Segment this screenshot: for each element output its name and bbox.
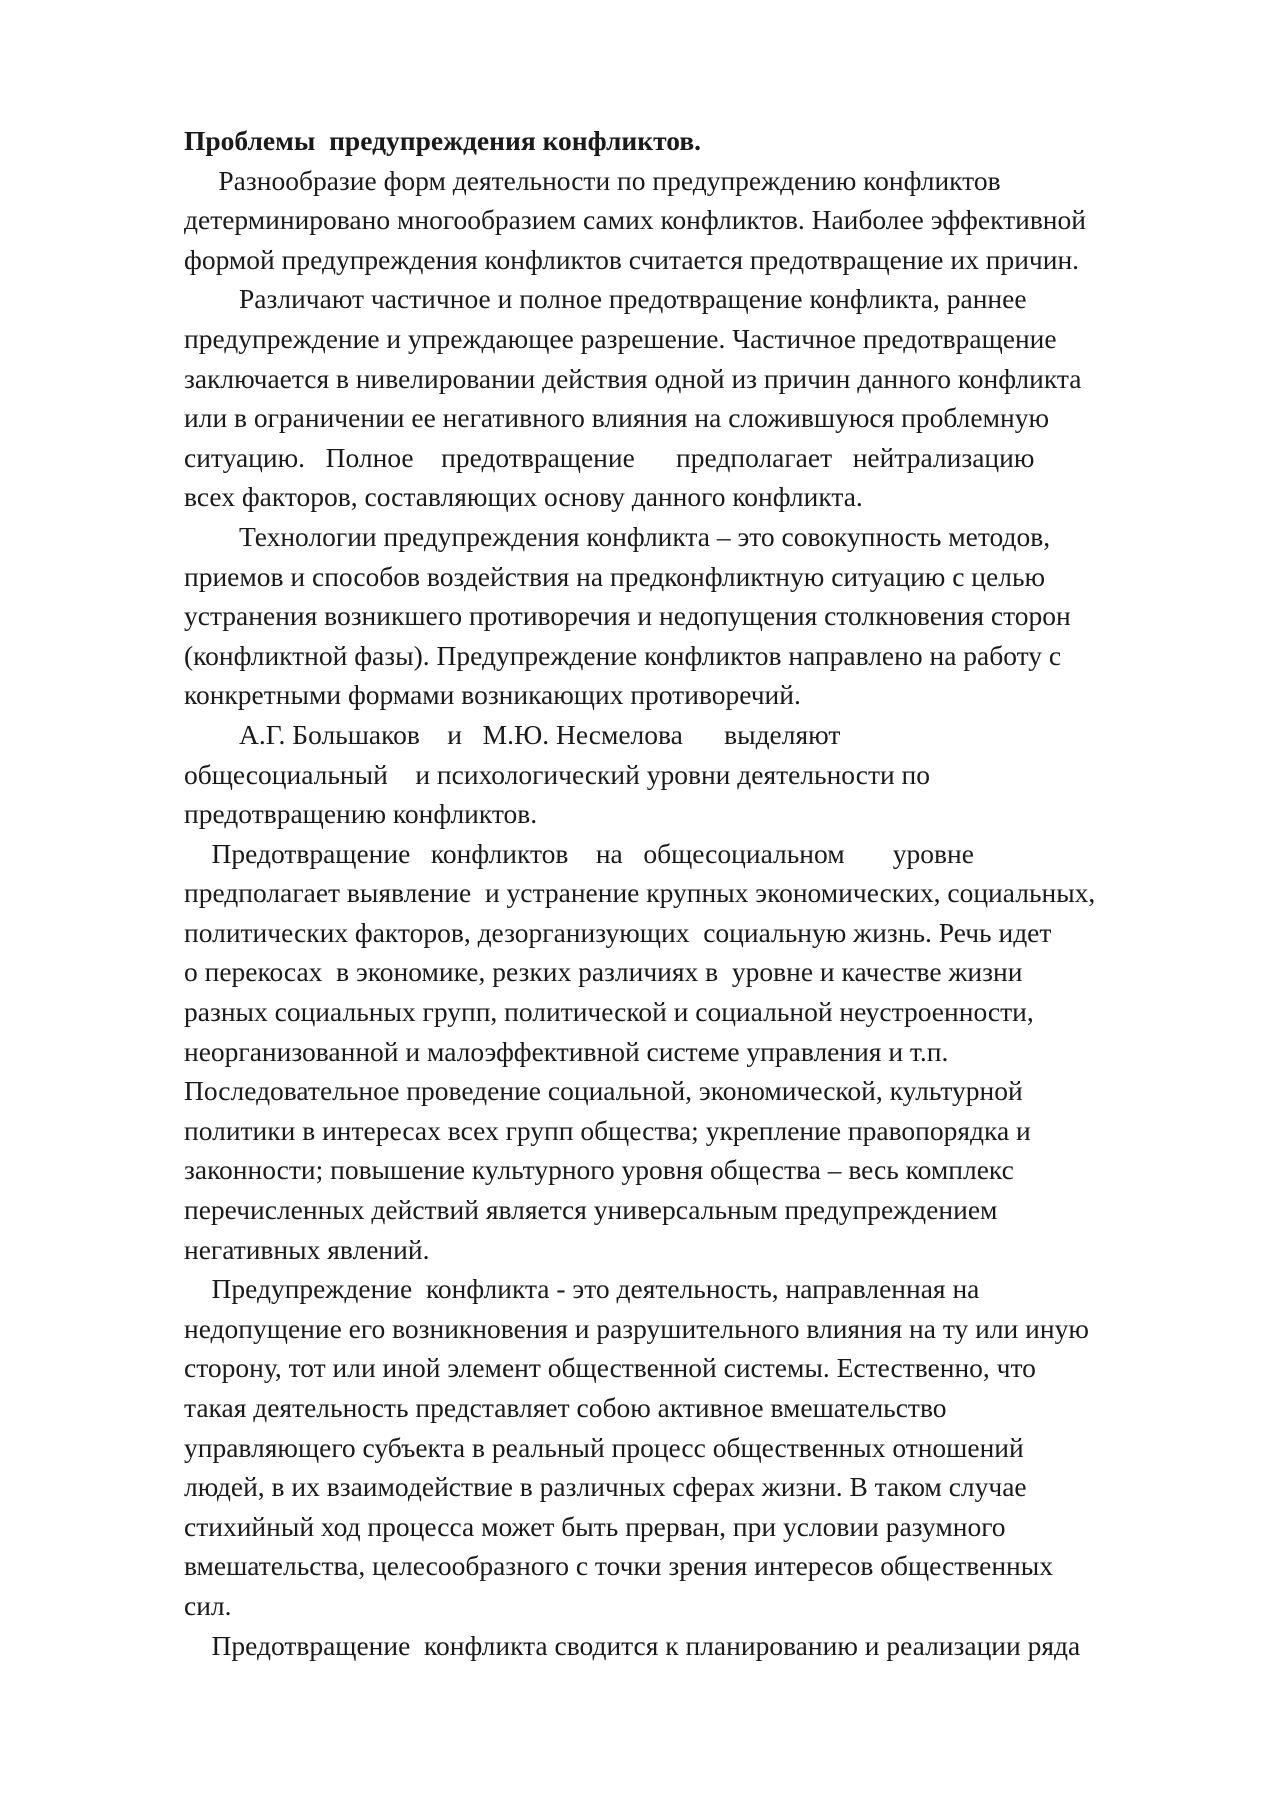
text-line: сторону, тот или иной элемент общественной системы. Естественно, что xyxy=(184,1352,1036,1384)
text-line: такая деятельность представляет собою активное вмешательство xyxy=(184,1392,947,1423)
text-line: формой предупреждения конфликтов считается предотвращение их причин. xyxy=(184,243,1080,275)
text-line: или в ограничении ее негативного влияния на сложившуюся проблемную xyxy=(184,402,1049,434)
text-line: вмешательства, целесообразного с точки зрения интересов общественных xyxy=(184,1550,1053,1582)
text-line: людей, в их взаимодействие в различных сферах жизни. В таком случае xyxy=(184,1471,1027,1503)
text-line: Различают частичное и полное предотвращение конфликта, раннее xyxy=(184,283,1027,315)
text-line: о перекосах в экономике, резких различиях в уровне и качестве жизни xyxy=(184,956,1023,988)
text-line: (конфликтной фазы). Предупреждение конфликтов направлено на работу с xyxy=(184,639,1062,671)
text-line: Технологии предупреждения конфликта – это совокупность методов, xyxy=(184,520,1051,552)
text-line: разных социальных групп, политической и социальной неустроенности, xyxy=(184,996,1034,1028)
text-line: предупреждение и упреждающее разрешение. Частичное предотвращение xyxy=(184,322,1057,354)
text-line: ситуацию. Полное предотвращение предполагает нейтрализацию xyxy=(184,441,1035,473)
text-line: Последовательное проведение социальной, экономической, культурной xyxy=(184,1075,1023,1107)
document-title: Проблемы предупреждения конфликтов. xyxy=(184,125,702,156)
text-line: предотвращению конфликтов. xyxy=(184,798,538,830)
text-line: Предупреждение конфликта - это деятельность, направленная на xyxy=(184,1273,980,1305)
text-line: приемов и способов воздействия на предконфликтную ситуацию с целью xyxy=(184,560,1046,592)
text-line: Разнообразие форм деятельности по предупреждению конфликтов xyxy=(184,164,1001,196)
text-line: законности; повышение культурного уровня общества – весь комплекс xyxy=(184,1154,1014,1186)
text-line: Предотвращение конфликтов на общесоциальном уровне xyxy=(184,837,974,869)
text-line: сил. xyxy=(184,1589,232,1621)
text-line: детерминировано многообразием самих конфликтов. Наиболее эффективной xyxy=(184,204,1086,236)
text-line: перечисленных действий является универсальным предупреждением xyxy=(184,1194,998,1226)
text-line: политических факторов, дезорганизующих социальную жизнь. Речь идет xyxy=(184,916,1052,948)
text-line: общесоциальный и психологический уровни деятельности по xyxy=(184,758,931,790)
text-line: конкретными формами возникающих противоречий. xyxy=(184,679,801,711)
text-line: политики в интересах всех групп общества; укрепление правопорядка и xyxy=(184,1114,1031,1146)
text-line: предполагает выявление и устранение крупных экономических, социальных, xyxy=(184,877,1096,909)
text-line: недопущение его возникновения и разрушительного влияния на ту или иную xyxy=(184,1312,1089,1344)
text-line: стихийный ход процесса может быть прерван, при условии разумного xyxy=(184,1510,1006,1542)
text-line: Предотвращение конфликта сводится к планированию и реализации ряда xyxy=(184,1629,1081,1661)
text-line: управляющего субъекта в реальный процесс общественных отношений xyxy=(184,1431,1024,1463)
text-line: всех факторов, составляющих основу данного конфликта. xyxy=(184,481,863,513)
text-line: А.Г. Большаков и М.Ю. Несмелова выделяют xyxy=(184,718,841,750)
document-body xyxy=(184,121,1184,1665)
text-line: неорганизованной и малоэффективной системе управления и т.п. xyxy=(184,1035,949,1067)
text-line: негативных явлений. xyxy=(184,1233,430,1265)
text-line: устранения возникшего противоречия и недопущения столкновения сторон xyxy=(184,600,1071,632)
text-line: заключается в нивелировании действия одной из причин данного конфликта xyxy=(184,362,1082,394)
